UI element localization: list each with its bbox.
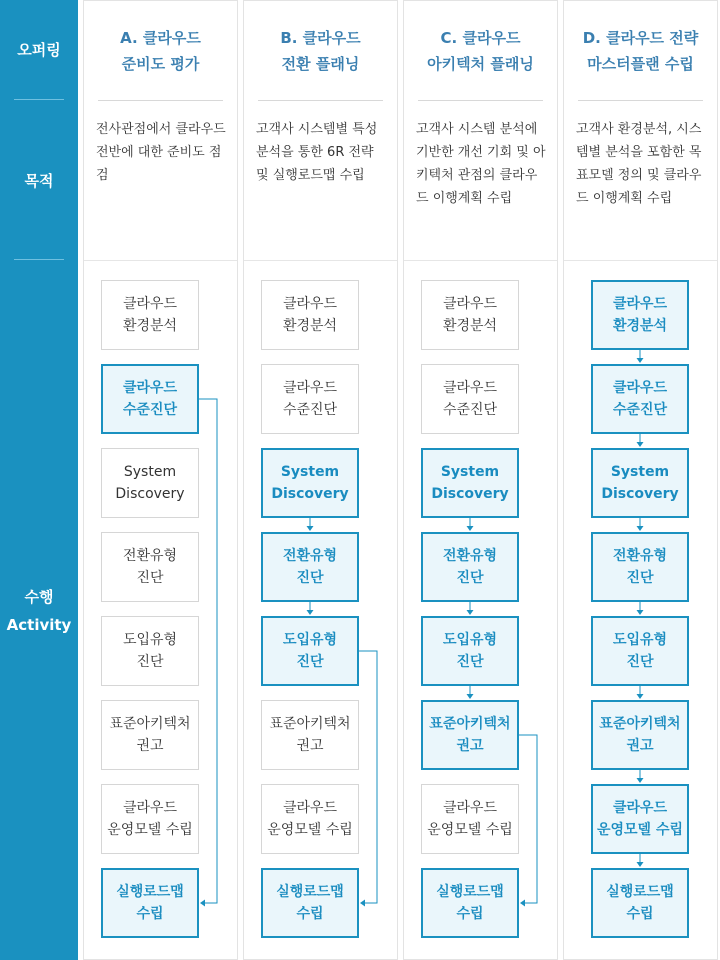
activity-box: System Discovery xyxy=(421,448,519,518)
activity-box: 클라우드 수준진단 xyxy=(101,364,199,434)
section-separator xyxy=(564,260,717,261)
activity-box: 클라우드 수준진단 xyxy=(261,364,359,434)
column-title-line2: 전환 플래닝 xyxy=(281,55,360,73)
activity-box: 클라우드 환경분석 xyxy=(591,280,689,350)
activity-box: 클라우드 수준진단 xyxy=(421,364,519,434)
column-divider xyxy=(418,100,543,101)
purpose-label: 목적 xyxy=(24,172,54,190)
activity-box: 클라우드 운영모델 수립 xyxy=(421,784,519,854)
section-separator xyxy=(84,260,237,261)
column-title-line2: 아키텍처 플래닝 xyxy=(427,55,534,73)
activity-box: 클라우드 운영모델 수립 xyxy=(591,784,689,854)
activity-box: 실행로드맵 수립 xyxy=(421,868,519,938)
column-title-line1: C. 클라우드 xyxy=(440,29,521,47)
activity-box: 전환유형 진단 xyxy=(261,532,359,602)
activity-box: 클라우드 환경분석 xyxy=(421,280,519,350)
activity-box: 도입유형 진단 xyxy=(261,616,359,686)
activity-box: 표준아키텍처 권고 xyxy=(101,700,199,770)
column-title-line1: B. 클라우드 xyxy=(280,29,361,47)
activity-box: 표준아키텍처 권고 xyxy=(591,700,689,770)
activity-box: System Discovery xyxy=(261,448,359,518)
activity-box: 도입유형 진단 xyxy=(101,616,199,686)
activity-box: System Discovery xyxy=(591,448,689,518)
activity-box: 전환유형 진단 xyxy=(421,532,519,602)
column-title xyxy=(244,25,397,77)
activity-box: System Discovery xyxy=(101,448,199,518)
activity-box: 실행로드맵 수립 xyxy=(591,868,689,938)
column-divider xyxy=(258,100,383,101)
offering-label: 오퍼링 xyxy=(17,41,61,59)
activity-box: 클라우드 운영모델 수립 xyxy=(101,784,199,854)
column-title xyxy=(404,25,557,77)
column-title-line2: 준비도 평가 xyxy=(121,55,200,73)
column-purpose: 고객사 환경분석, 시스템별 분석을 포함한 목표모델 정의 및 클라우드 이행계획 수립 xyxy=(576,122,702,206)
column-purpose: 고객사 시스템 분석에 기반한 개선 기회 및 아키텍처 관점의 클라우드 이행계획 수립 xyxy=(416,122,546,206)
activity-box: 도입유형 진단 xyxy=(591,616,689,686)
section-separator xyxy=(404,260,557,261)
column-title xyxy=(84,25,237,77)
activity-label-korean: 수행 xyxy=(24,588,54,606)
activity-box: 클라우드 운영모델 수립 xyxy=(261,784,359,854)
column-divider xyxy=(98,100,223,101)
sidebar xyxy=(0,0,78,960)
activity-box: 실행로드맵 수립 xyxy=(101,868,199,938)
activity-box: 클라우드 환경분석 xyxy=(101,280,199,350)
column-purpose: 전사관점에서 클라우드 전반에 대한 준비도 점검 xyxy=(96,122,226,183)
column-title-line2: 마스터플랜 수립 xyxy=(587,55,694,73)
column-title-line1: D. 클라우드 전략 xyxy=(582,29,699,47)
activity-box: 표준아키텍처 권고 xyxy=(261,700,359,770)
activity-box: 표준아키텍처 권고 xyxy=(421,700,519,770)
sidebar-divider xyxy=(14,259,64,260)
activity-box: 도입유형 진단 xyxy=(421,616,519,686)
activity-box: 실행로드맵 수립 xyxy=(261,868,359,938)
column-title xyxy=(564,25,717,77)
activity-box: 전환유형 진단 xyxy=(591,532,689,602)
column-purpose: 고객사 시스템별 특성 분석을 통한 6R 전략 및 실행로드맵 수립 xyxy=(256,122,378,183)
column-title-line1: A. 클라우드 xyxy=(120,29,201,47)
section-separator xyxy=(244,260,397,261)
sidebar-divider xyxy=(14,99,64,100)
activity-box: 전환유형 진단 xyxy=(101,532,199,602)
activity-box: 클라우드 환경분석 xyxy=(261,280,359,350)
activity-label-english: Activity xyxy=(6,616,72,634)
activity-box: 클라우드 수준진단 xyxy=(591,364,689,434)
column-divider xyxy=(578,100,703,101)
